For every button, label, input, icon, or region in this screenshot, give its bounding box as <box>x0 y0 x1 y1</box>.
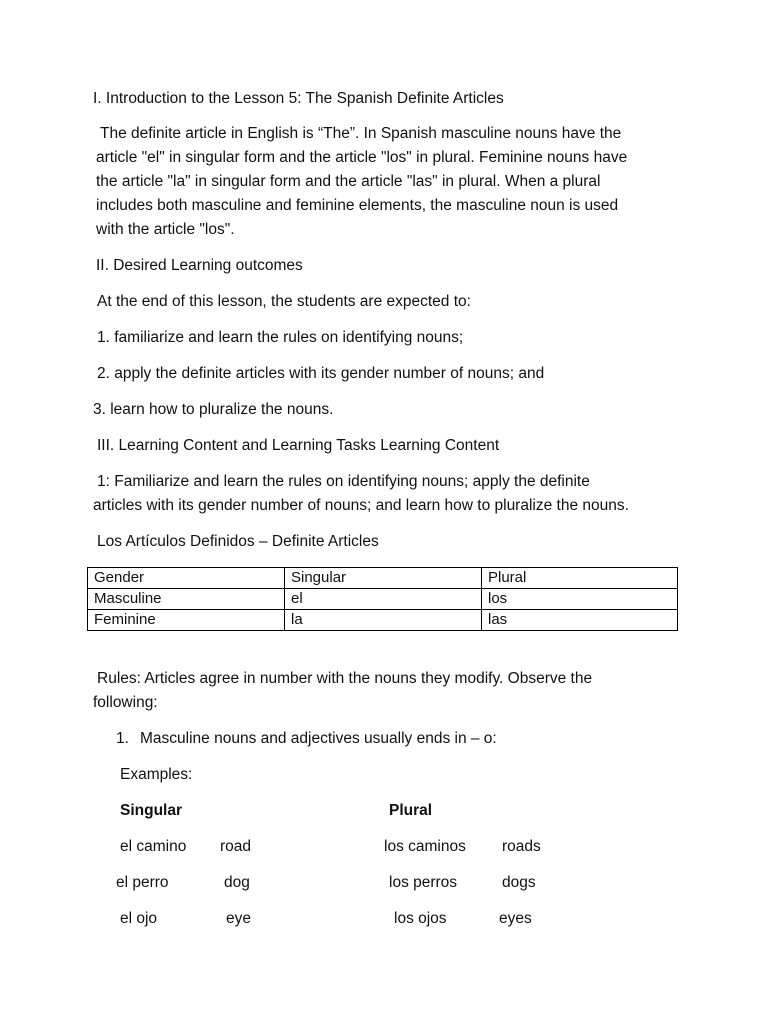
example-singular-english: dog <box>224 874 250 891</box>
definite-articles-table <box>87 567 678 631</box>
plural-column-header: Plural <box>389 802 433 819</box>
intro-line-4: includes both masculine and feminine elements, the masculine noun is used <box>96 197 619 214</box>
example-singular: el perro <box>116 874 169 891</box>
example-singular-english: eye <box>226 910 251 927</box>
table-row <box>88 610 678 631</box>
table-header-gender: Gender <box>88 568 285 589</box>
rules-line-1: Rules: Articles agree in number with the nouns they modify. Observe the <box>97 670 593 687</box>
table-cell-singular: la <box>285 610 482 631</box>
intro-line-1: The definite article in English is “The”. In Spanish masculine nouns have the <box>100 125 622 142</box>
table-cell-singular: el <box>285 589 482 610</box>
outcome-item-1: 1. familiarize and learn the rules on identifying nouns; <box>97 329 464 346</box>
examples-label: Examples: <box>120 766 193 783</box>
table-cell-plural: las <box>482 610 678 631</box>
rule-1-text: Masculine nouns and adjectives usually ends in – o: <box>140 730 497 747</box>
content-line-1: 1: Familiarize and learn the rules on identifying nouns; apply the definite <box>97 473 590 490</box>
intro-line-2: article "el" in singular form and the article "los" in plural. Feminine nouns have <box>96 149 628 166</box>
section-2-heading: II. Desired Learning outcomes <box>96 257 303 274</box>
outcomes-intro: At the end of this lesson, the students are expected to: <box>97 293 471 310</box>
table-cell-gender: Feminine <box>88 610 285 631</box>
rule-1-number: 1. <box>116 730 129 747</box>
rules-line-2: following: <box>93 694 158 711</box>
section-1-heading: I. Introduction to the Lesson 5: The Spanish Definite Articles <box>93 90 504 107</box>
example-plural-english: dogs <box>502 874 536 891</box>
outcome-item-2: 2. apply the definite articles with its gender number of nouns; and <box>97 365 545 382</box>
table-title: Los Artículos Definidos – Definite Articles <box>97 533 379 550</box>
content-line-2: articles with its gender number of nouns; and learn how to pluralize the nouns. <box>93 497 629 514</box>
example-plural-english: roads <box>502 838 541 855</box>
example-plural: los caminos <box>384 838 466 855</box>
example-singular: el camino <box>120 838 187 855</box>
intro-line-5: with the article "los". <box>96 221 235 238</box>
table-header-plural: Plural <box>482 568 678 589</box>
section-3-heading: III. Learning Content and Learning Tasks Learning Content <box>97 437 500 454</box>
example-plural-english: eyes <box>499 910 532 927</box>
table-cell-gender: Masculine <box>88 589 285 610</box>
table-header-row <box>88 568 678 589</box>
outcome-item-3: 3. learn how to pluralize the nouns. <box>93 401 334 418</box>
table-header-singular: Singular <box>285 568 482 589</box>
table-cell-plural: los <box>482 589 678 610</box>
example-plural: los ojos <box>394 910 447 927</box>
table-row <box>88 589 678 610</box>
intro-line-3: the article "la" in singular form and the article "las" in plural. When a plural <box>96 173 601 190</box>
example-plural: los perros <box>389 874 458 891</box>
example-singular: el ojo <box>120 910 158 927</box>
singular-column-header: Singular <box>120 802 183 819</box>
example-singular-english: road <box>220 838 252 855</box>
